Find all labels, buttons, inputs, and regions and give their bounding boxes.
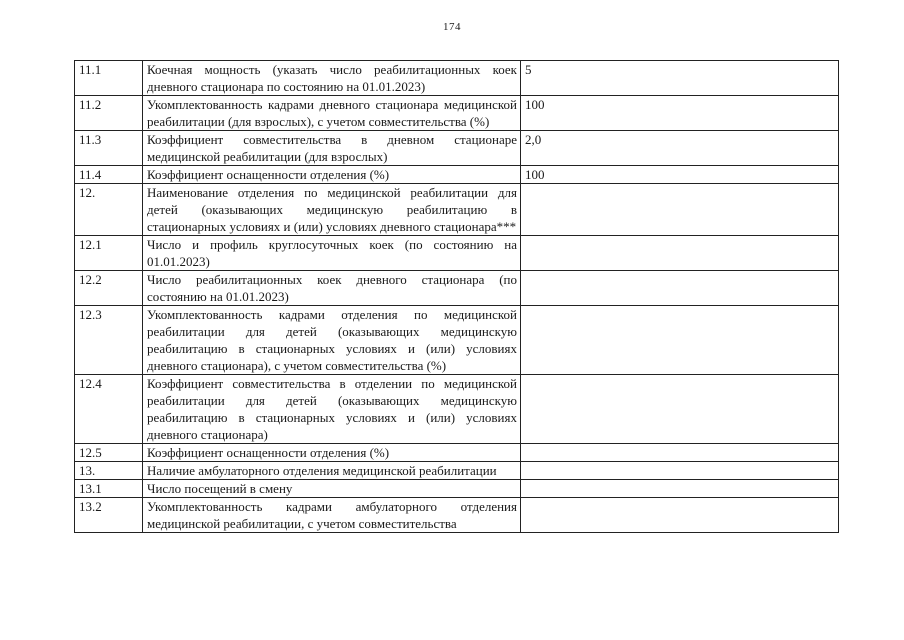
row-description: Число и профиль круглосуточных коек (по состоянию на 01.01.2023) [143, 236, 521, 271]
row-description: Число реабилитационных коек дневного стационара (по состоянию на 01.01.2023) [143, 271, 521, 306]
row-description: Коэффициент оснащенности отделения (%) [143, 166, 521, 184]
row-description: Укомплектованность кадрами отделения по медицинской реабилитации для детей (оказывающих медицинскую реабилитацию в стационарных условиях и (или) условиях дневного стационара), с учетом совместительства (%) [143, 306, 521, 375]
row-value [521, 444, 839, 462]
row-description: Наименование отделения по медицинской реабилитации для детей (оказывающих медицинскую реабилитацию в стационарных условиях и (или) условиях дневного стационара*** [143, 184, 521, 236]
table-row [75, 480, 839, 498]
row-description: Наличие амбулаторного отделения медицинской реабилитации [143, 462, 521, 480]
row-number: 12. [75, 184, 143, 236]
table-row [75, 498, 839, 533]
row-description: Коэффициент совместительства в отделении по медицинской реабилитации для детей (оказывающих медицинскую реабилитацию в стационарных условиях и (или) условиях дневного стационара) [143, 375, 521, 444]
table-row [75, 166, 839, 184]
row-number: 12.2 [75, 271, 143, 306]
page-number: 174 [443, 21, 461, 33]
row-number: 13. [75, 462, 143, 480]
table-row [75, 306, 839, 375]
document-table [74, 60, 839, 533]
row-number: 12.3 [75, 306, 143, 375]
row-value: 100 [521, 166, 839, 184]
row-value: 100 [521, 96, 839, 131]
table-row [75, 131, 839, 166]
row-description: Укомплектованность кадрами дневного стационара медицинской реабилитации (для взрослых), с учетом совместительства (%) [143, 96, 521, 131]
row-number: 13.1 [75, 480, 143, 498]
row-number: 11.3 [75, 131, 143, 166]
row-number: 11.4 [75, 166, 143, 184]
row-value [521, 236, 839, 271]
row-value [521, 375, 839, 444]
row-number: 12.5 [75, 444, 143, 462]
row-value [521, 480, 839, 498]
row-description: Коэффициент оснащенности отделения (%) [143, 444, 521, 462]
row-value [521, 462, 839, 480]
row-value [521, 498, 839, 533]
row-number: 13.2 [75, 498, 143, 533]
row-value: 5 [521, 61, 839, 96]
row-description: Число посещений в смену [143, 480, 521, 498]
table-row [75, 444, 839, 462]
row-number: 11.1 [75, 61, 143, 96]
row-number: 12.1 [75, 236, 143, 271]
table-row [75, 271, 839, 306]
table-body [75, 61, 839, 533]
table-row [75, 375, 839, 444]
row-description: Укомплектованность кадрами амбулаторного отделения медицинской реабилитации, с учетом совместительства [143, 498, 521, 533]
row-value [521, 271, 839, 306]
table-row [75, 61, 839, 96]
row-description: Коечная мощность (указать число реабилитационных коек дневного стационара по состоянию на 01.01.2023) [143, 61, 521, 96]
row-value [521, 306, 839, 375]
row-value: 2,0 [521, 131, 839, 166]
row-number: 12.4 [75, 375, 143, 444]
table-row [75, 462, 839, 480]
table-row [75, 236, 839, 271]
row-number: 11.2 [75, 96, 143, 131]
table-row [75, 96, 839, 131]
row-description: Коэффициент совместительства в дневном стационаре медицинской реабилитации (для взрослых) [143, 131, 521, 166]
row-value [521, 184, 839, 236]
table-row [75, 184, 839, 236]
